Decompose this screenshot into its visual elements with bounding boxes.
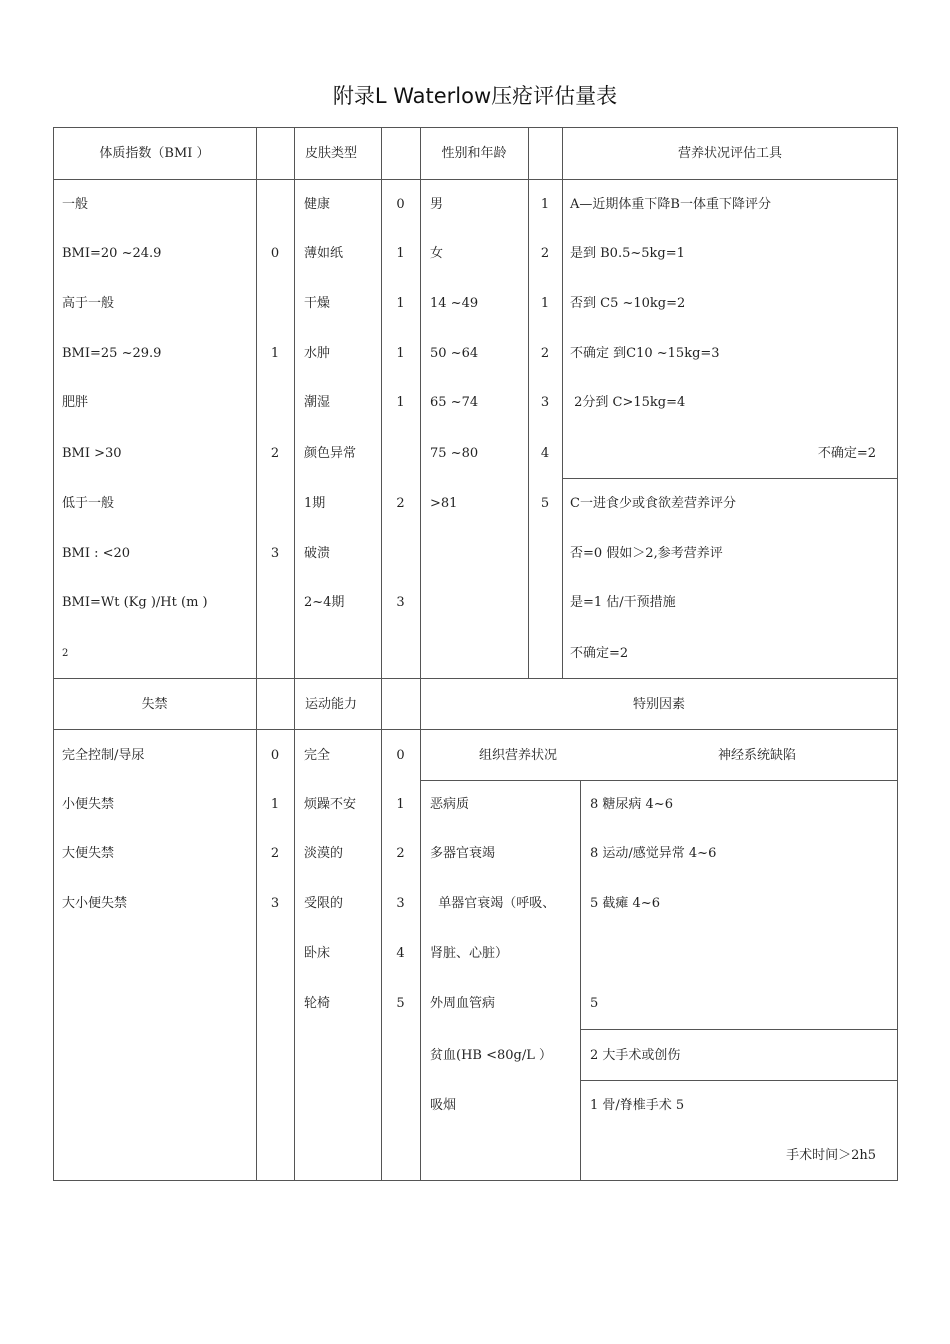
- row-divider: [53, 179, 898, 180]
- neuro-item: 8 运动/感觉异常 4~6: [590, 846, 717, 861]
- nutrition-c-line: C一进食少或食欲差营养评分: [570, 496, 736, 511]
- nutrition-a-line: 是到 B0.5~5kg=1: [570, 246, 685, 261]
- sex-age-label: 75 ~80: [430, 446, 479, 461]
- tissue-item: 外周血管病: [430, 996, 496, 1011]
- surgery-time: 手术时间＞2h5: [786, 1148, 876, 1163]
- nutrition-a-line: 不确定 到C10 ~15kg=3: [570, 346, 720, 361]
- bmi-label: 肥胖: [62, 395, 89, 410]
- incontinence-label: 完全控制/导尿: [62, 748, 145, 763]
- sex-age-label: 65 ~74: [430, 395, 479, 410]
- mobility-label: 轮椅: [304, 996, 331, 1011]
- mobility-label: 淡漠的: [304, 846, 344, 861]
- nutrition-c-line: 是=1 估/干预措施: [570, 595, 676, 610]
- mobility-score: 4: [396, 946, 405, 961]
- nutrition-a-line: A—近期体重下降B一体重下降评分: [570, 197, 771, 212]
- header-incontinence: 失禁: [141, 697, 168, 712]
- mobility-score: 5: [396, 996, 405, 1011]
- skin-score: 2: [396, 496, 405, 511]
- table-border-top: [53, 127, 898, 128]
- row-divider: [420, 780, 898, 781]
- skin-score: 3: [396, 595, 405, 610]
- mobility-label: 卧床: [304, 946, 331, 961]
- nutrition-a-line: 2分到 C>15kg=4: [570, 395, 686, 410]
- tissue-item: 贫血(HB <80g/L ）: [430, 1048, 552, 1063]
- row-divider: [53, 729, 898, 730]
- skin-score: 1: [396, 296, 405, 311]
- mobility-label: 烦躁不安: [304, 797, 357, 812]
- skin-label: 健康: [304, 197, 331, 212]
- tissue-item: 吸烟: [430, 1098, 457, 1113]
- bmi-label: 一般: [62, 197, 89, 212]
- surgery-item: 1 骨/脊椎手术 5: [590, 1098, 685, 1113]
- sex-age-score: 4: [540, 446, 550, 461]
- row-divider: [53, 678, 898, 679]
- header-neuro-deficit: 神经系统缺陷: [718, 748, 797, 763]
- tissue-item: 单器官衰竭（呼吸、: [430, 896, 556, 911]
- incontinence-label: 大便失禁: [62, 846, 115, 861]
- skin-score: 1: [396, 246, 405, 261]
- bmi-label: BMI=25 ~29.9: [62, 346, 162, 361]
- page-title: 附录L Waterlow压疮评估量表: [332, 84, 618, 108]
- bmi-score: 1: [270, 346, 280, 361]
- mobility-label: 受限的: [304, 896, 344, 911]
- header-mobility: 运动能力: [304, 697, 357, 712]
- table-border-bottom: [53, 1180, 898, 1181]
- header-nutrition-tool: 营养状况评估工具: [677, 146, 782, 161]
- skin-label: 薄如纸: [304, 246, 344, 261]
- skin-label: 颜色异常: [304, 446, 357, 461]
- nutrition-a-line: 否到 C5 ~10kg=2: [570, 296, 686, 311]
- bmi-score: 2: [270, 446, 280, 461]
- sex-age-score: 1: [540, 296, 550, 311]
- mobility-score: 2: [396, 846, 405, 861]
- nutrition-c-line: 不确定=2: [570, 646, 629, 661]
- sex-age-score: 5: [540, 496, 550, 511]
- col-divider: [562, 127, 563, 678]
- sex-age-label: 50 ~64: [430, 346, 479, 361]
- neuro-item: 8 糖尿病 4~6: [590, 797, 673, 812]
- tissue-item: 多器官衰竭: [430, 846, 496, 861]
- sex-age-label: >81: [430, 496, 458, 511]
- skin-label: 潮湿: [304, 395, 331, 410]
- bmi-label: BMI : <20: [62, 546, 131, 561]
- mobility-score: 3: [396, 896, 405, 911]
- skin-label: 1期: [304, 496, 326, 511]
- table-border-left: [53, 127, 54, 1180]
- sex-age-label: 男: [430, 197, 444, 212]
- bmi-score: 0: [270, 246, 280, 261]
- header-skin: 皮肤类型: [304, 146, 357, 161]
- mobility-score: 1: [396, 797, 405, 812]
- header-sex-age: 性别和年龄: [441, 146, 507, 161]
- incontinence-label: 大小便失禁: [62, 896, 128, 911]
- bmi-score: 3: [270, 546, 280, 561]
- row-divider: [580, 1080, 898, 1081]
- surgery-item: 2 大手术或创伤: [590, 1048, 681, 1063]
- col-divider: [381, 127, 382, 1180]
- sex-age-score: 1: [540, 197, 550, 212]
- tissue-item: 恶病质: [430, 797, 470, 812]
- incontinence-label: 小便失禁: [62, 797, 115, 812]
- sex-age-label: 14 ~49: [430, 296, 479, 311]
- bmi-label: 高于一般: [62, 296, 115, 311]
- bmi-formula: BMI=Wt (Kg )/Ht (m ): [62, 595, 208, 610]
- incontinence-score: 0: [270, 748, 280, 763]
- bmi-label: 低于一般: [62, 496, 115, 511]
- sex-age-score: 3: [540, 395, 550, 410]
- header-bmi: 体质指数（BMI ）: [99, 146, 210, 161]
- sex-age-score: 2: [540, 246, 550, 261]
- table-border-right: [897, 127, 898, 1180]
- nutrition-a-uncertain: 不确定=2: [817, 446, 876, 461]
- nutrition-c-line: 否=0 假如＞2,参考营养评: [570, 546, 723, 561]
- col-divider: [294, 127, 295, 1180]
- col-divider: [580, 780, 581, 1180]
- header-tissue-nutrition: 组织营养状况: [479, 748, 558, 763]
- incontinence-score: 3: [270, 896, 280, 911]
- skin-score: 0: [396, 197, 405, 212]
- skin-score: 1: [396, 346, 405, 361]
- skin-label: 2~4期: [304, 595, 345, 610]
- bmi-label: BMI >30: [62, 446, 122, 461]
- col-divider: [420, 127, 421, 1180]
- skin-label: 破溃: [304, 546, 331, 561]
- mobility-label: 完全: [304, 748, 331, 763]
- row-divider: [580, 1029, 898, 1030]
- row-divider: [562, 478, 898, 479]
- neuro-item: 5: [590, 996, 599, 1011]
- neuro-item: 5 截瘫 4~6: [590, 896, 660, 911]
- col-divider: [256, 127, 257, 1180]
- sex-age-label: 女: [430, 246, 444, 261]
- mobility-score: 0: [396, 748, 405, 763]
- incontinence-score: 1: [270, 797, 280, 812]
- header-special-factors: 特别因素: [632, 697, 685, 712]
- bmi-label: BMI=20 ~24.9: [62, 246, 162, 261]
- bmi-formula-exponent: 2: [62, 648, 69, 659]
- skin-label: 水肿: [304, 346, 331, 361]
- skin-label: 干燥: [304, 296, 331, 311]
- sex-age-score: 2: [540, 346, 550, 361]
- tissue-item: 肾脏、心脏）: [430, 946, 509, 961]
- skin-score: 1: [396, 395, 405, 410]
- incontinence-score: 2: [270, 846, 280, 861]
